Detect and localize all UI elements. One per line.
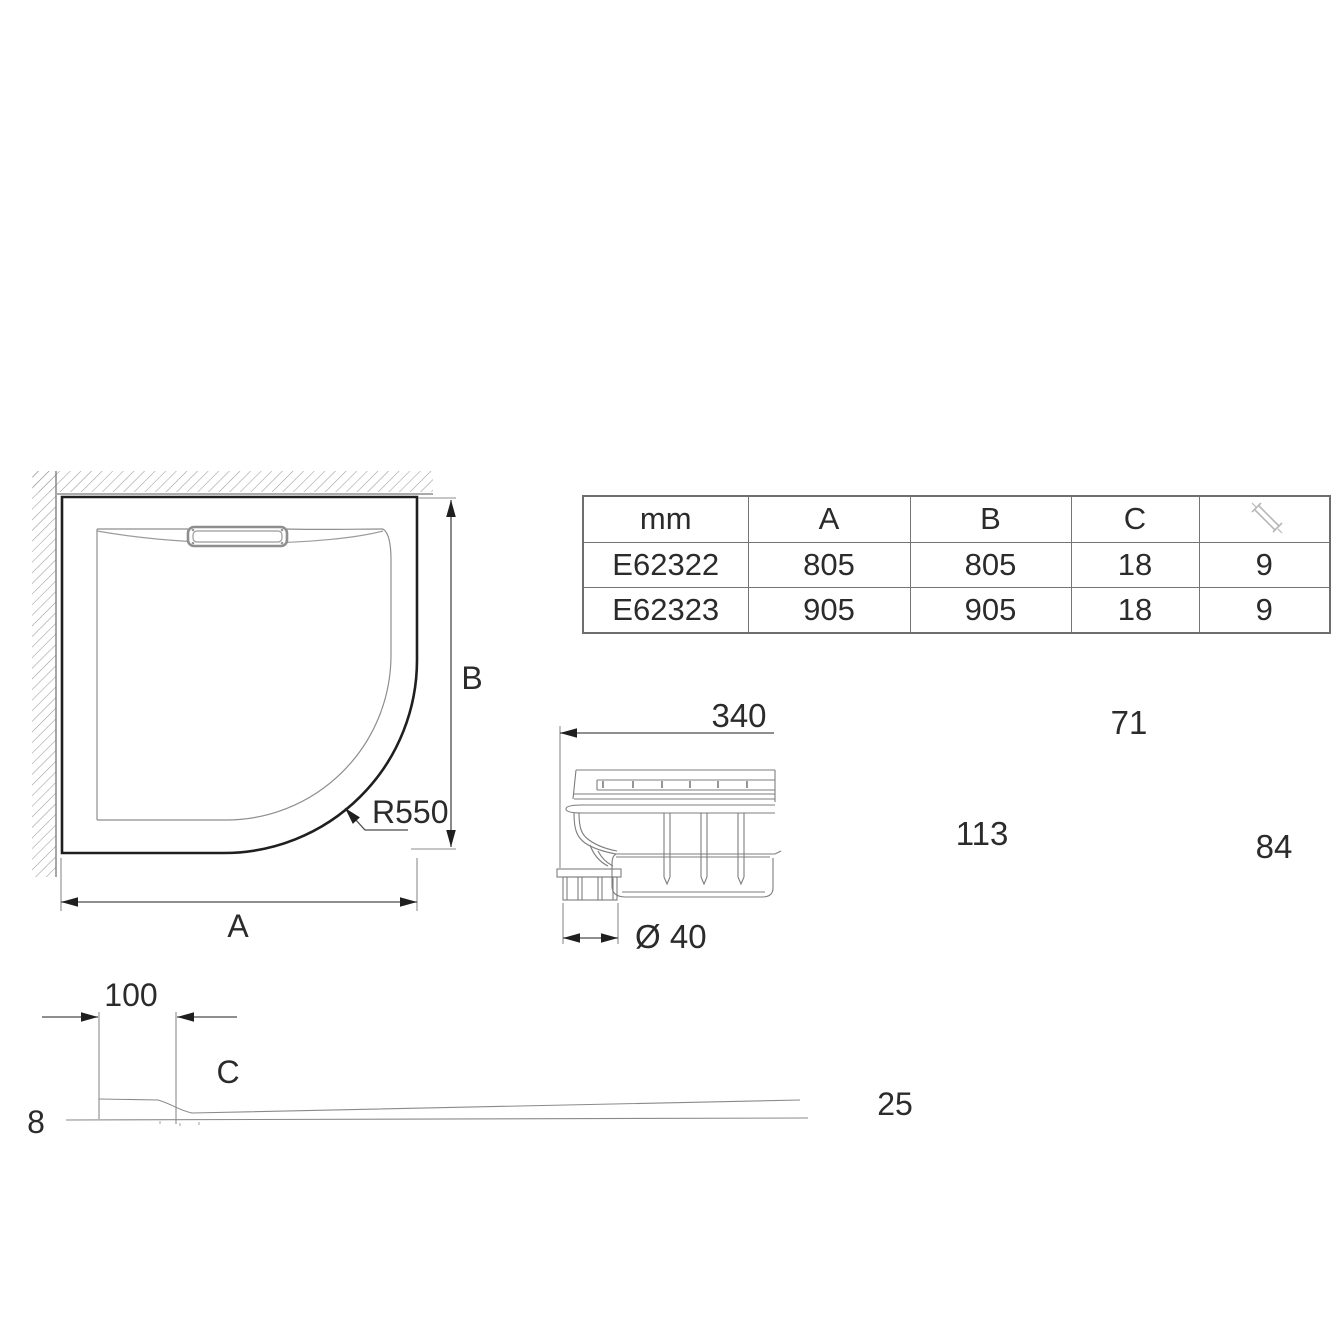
weight-cell: 9 [1199,542,1330,587]
size-table-header-b: B [910,496,1071,542]
dim-a-label: A [227,908,249,944]
section-view [557,697,781,955]
size-table-header-c: C [1071,496,1199,542]
dim-71-label: 71 [1110,704,1148,741]
dim-113-label: 113 [955,815,1009,852]
section-width-label: 340 [711,697,767,734]
radius-label: R550 [372,794,449,830]
size-table-header-diagonal [1199,496,1330,542]
table-row [583,587,1330,633]
dim-b-label: B [461,660,483,696]
profile-offset-label: 100 [104,977,158,1013]
drain-diameter-label: Ø 40 [635,918,707,955]
profile-left-thickness-label: 8 [27,1104,45,1140]
section-waste-outlet [557,869,621,900]
dim-a-cell: 805 [748,542,910,587]
dim-c-cell: 18 [1071,587,1199,633]
section-dim-40 [563,903,618,944]
diagonal-measure-icon [1240,499,1288,539]
profile-right-thickness-label: 25 [877,1086,913,1122]
product-code-cell: E62323 [583,587,748,633]
profile-view [27,977,913,1140]
plan-drain-grate [188,527,287,546]
profile-outline [66,1099,808,1126]
size-table [582,495,1331,634]
weight-cell: 9 [1199,587,1330,633]
product-code-cell: E62322 [583,542,748,587]
size-table-header-row [583,496,1330,542]
floating-dimensions [956,704,1293,865]
plan-dim-a [61,858,417,911]
dim-84-label: 84 [1255,828,1293,865]
section-drain-trap [574,813,781,897]
dim-b-cell: 905 [910,587,1071,633]
dim-a-cell: 905 [748,587,910,633]
section-tray-body [566,770,775,813]
profile-c-label: C [216,1054,240,1090]
section-support-ribs [664,813,744,884]
size-table-header-mm: mm [583,496,748,542]
dim-b-cell: 805 [910,542,1071,587]
plan-view [32,471,483,944]
table-row [583,542,1330,587]
dim-c-cell: 18 [1071,542,1199,587]
plan-tray-outline [62,497,417,853]
size-table-header-a: A [748,496,910,542]
profile-dim-100 [42,1012,240,1124]
